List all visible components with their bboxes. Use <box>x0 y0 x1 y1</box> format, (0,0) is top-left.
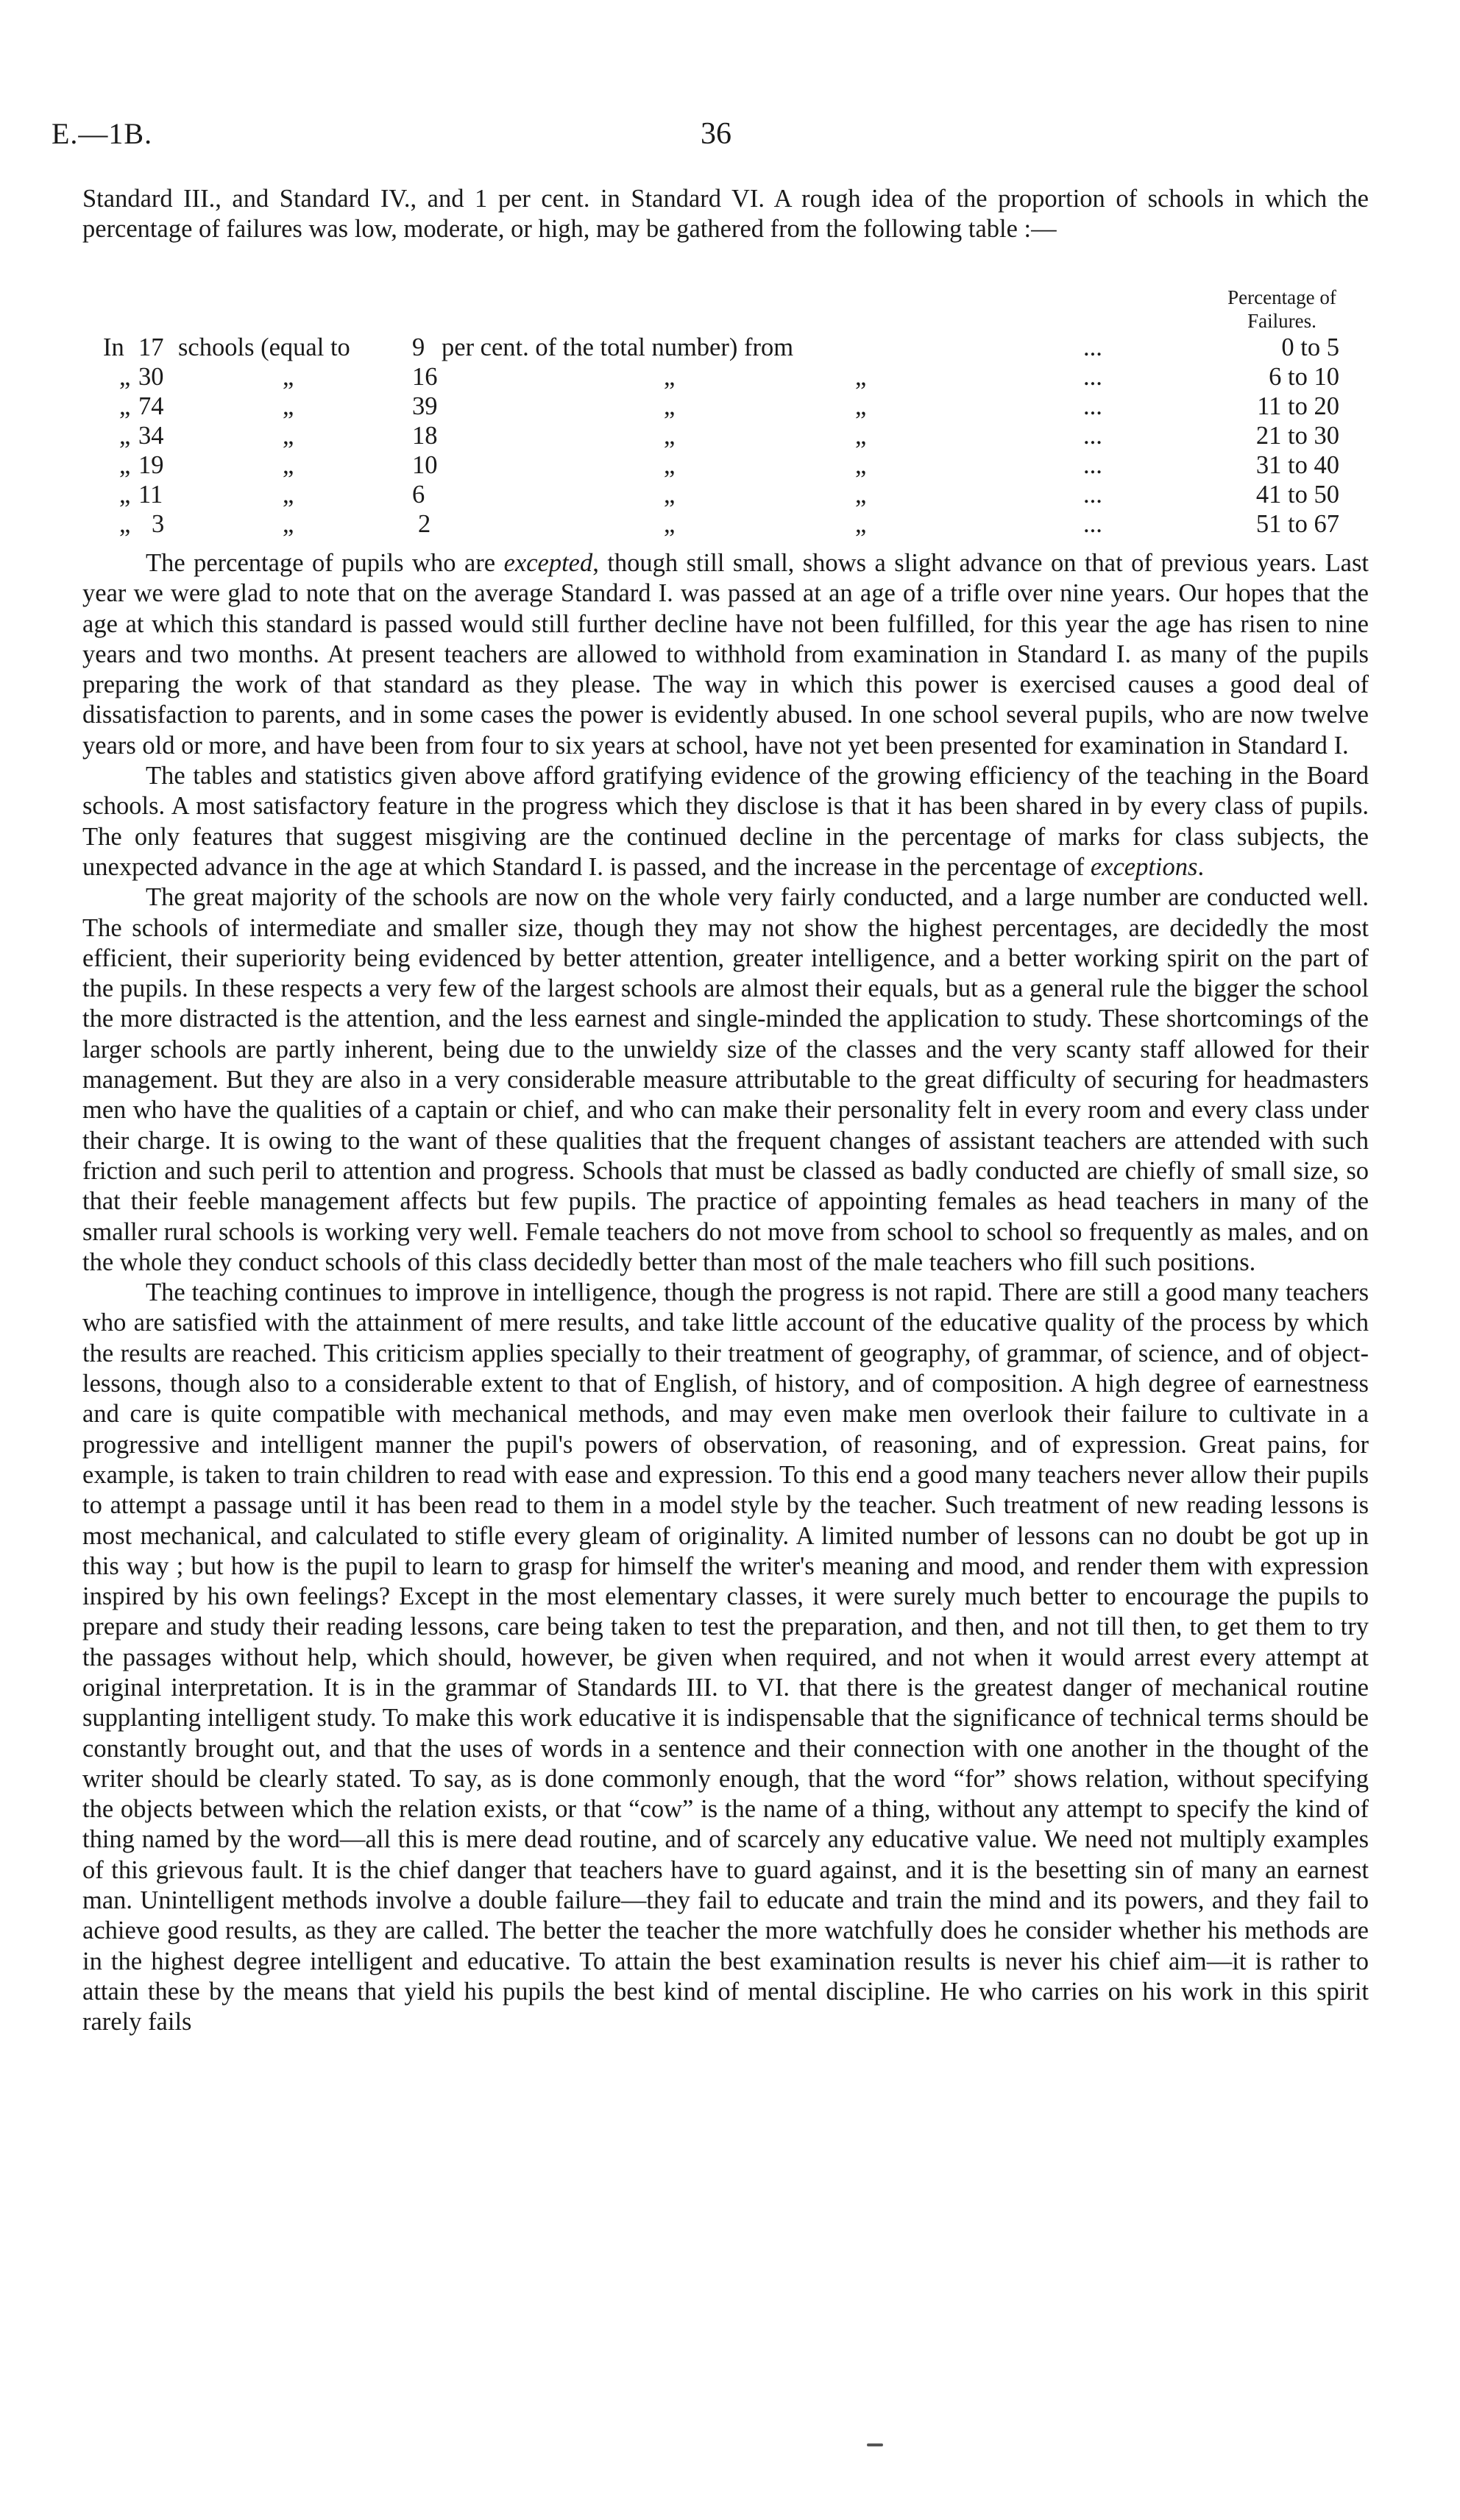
ditto-mark: „ <box>855 392 867 420</box>
table-row <box>82 362 1369 392</box>
paragraph-text: . <box>1197 852 1205 881</box>
column-header-percentage-of-failures: Percentage of Failures. <box>1227 286 1336 332</box>
leader-dots: ... <box>1083 510 1102 538</box>
schools-count: 30 <box>138 363 164 391</box>
footer-mark <box>867 2443 883 2446</box>
ditto-mark: „ <box>283 392 294 420</box>
ditto-mark: „ <box>119 363 131 391</box>
paragraph-teaching: The teaching continues to improve in intelligence, though the progress is not rapid. There are still a good many teachers who are satisfied with the attainment of mere results, and take little account of the educative quality of the process by which the results are reached. This criticism applies specially to their treatment of geography, of grammar, of science, and of object-lessons, though also to a considerable extent to that of English, of history, and of composition. A high degree of earnestness and care is quite compatible with mechanical methods, and may even make men overlook their failure to cultivate in a progressive and intelligent manner the pupil's powers of observation, of reasoning, and of expression. Great pains, for example, is taken to train children to read with ease and expression. To this end a good many teachers never allow their pupils to attempt a passage until it has been read to them in a model style by the teacher. Such treatment of new reading lessons is most mechanical, and calculated to stifle every gleam of originality. A limited number of lessons can no doubt be got up in this way ; but how is the pupil to learn to grasp for himself the writer's meaning and mood, and render them with expression inspired by his own feelings? Except in the most elementary classes, it were surely much better to encourage the pupils to prepare and study their reading lessons, care being taken to test the preparation, and then, and not till then, to get them to try the passages without help, which should, however, be given when required, and not when it would arrest every attempt at original interpretation. It is in the grammar of Standards III. to VI. that there is the greatest danger of mechanical routine supplanting intelligent study. To make this work educative it is indispensable that the significance of technical terms should be constantly brought out, and that the uses of words in a sentence and their connection with one another in the thought of the writer should be clearly stated. To say, as is done commonly enough, that the word “for” shows relation, without specifying the objects between which the relation exists, or that “cow” is the name of a thing, without any attempt to specify the kind of thing named by the word—all this is mere dead routine, and of scarcely any educative value. We need not multiply examples of this grievous fault. It is the chief danger that teachers have to guard against, and it is the besetting sin of many an earnest man. Unintelligent methods involve a double failure—they fail to educate and train the mind and its powers, and they fail to achieve good results, as they are called. The better the teacher the more watchfully does he consider whether his methods are in the highest degree intelligent and educative. To attain the best examination results is never his chief aim—it is rather to attain these by the means that yield his pupils the best kind of mental discipline. He who carries on his work in this spirit rarely fails <box>82 1278 1369 2036</box>
percent-of-total: 6 <box>412 481 425 509</box>
ditto-mark: „ <box>119 510 131 538</box>
ditto-mark: „ <box>855 422 867 450</box>
table-row <box>82 480 1369 509</box>
ditto-mark: „ <box>119 481 131 509</box>
ditto-mark: „ <box>283 451 294 479</box>
table-row <box>82 509 1369 539</box>
report-body <box>82 548 1369 2038</box>
schools-count: 11 <box>138 481 163 509</box>
leader-dots: ... <box>1083 363 1102 391</box>
ditto-mark: „ <box>664 363 676 391</box>
ditto-mark: „ <box>283 481 294 509</box>
percent-of-total: 18 <box>412 422 438 450</box>
ditto-mark: „ <box>119 451 131 479</box>
leader-dots: ... <box>1083 451 1102 479</box>
document-reference: E.—1B. <box>52 117 153 150</box>
ditto-mark: „ <box>855 451 867 479</box>
table-row <box>82 392 1369 421</box>
failure-range: 41 to 50 <box>1255 481 1339 509</box>
ditto-mark: „ <box>283 363 294 391</box>
failure-range: 31 to 40 <box>1255 451 1339 479</box>
ditto-mark: „ <box>855 510 867 538</box>
table-row <box>82 333 1369 362</box>
failure-percentage-table <box>82 286 1369 547</box>
percent-of-total: 9 <box>412 333 425 361</box>
failure-range: 0 to 5 <box>1281 333 1339 361</box>
leader-dots: ... <box>1083 422 1102 450</box>
ditto-mark: „ <box>664 422 676 450</box>
ditto-mark: „ <box>283 422 294 450</box>
paragraph-exceptions <box>82 548 1369 761</box>
table-row <box>82 421 1369 450</box>
schools-count: 19 <box>138 451 164 479</box>
row-suffix: per cent. of the total number) from <box>442 333 794 361</box>
emphasis-exceptions: exceptions <box>1090 852 1198 881</box>
ditto-mark: „ <box>664 451 676 479</box>
emphasis-excepted: excepted <box>503 549 593 577</box>
failure-range: 21 to 30 <box>1255 422 1339 450</box>
leader-dots: ... <box>1083 333 1102 361</box>
schools-count: 74 <box>138 392 164 420</box>
schools-count: 17 <box>138 333 164 361</box>
page-header <box>52 116 1408 160</box>
ditto-mark: „ <box>855 363 867 391</box>
ditto-mark: „ <box>664 392 676 420</box>
ditto-mark: „ <box>855 481 867 509</box>
percent-of-total: 2 <box>418 510 431 538</box>
ditto-mark: „ <box>119 392 131 420</box>
leader-dots: ... <box>1083 481 1102 509</box>
percent-of-total: 10 <box>412 451 438 479</box>
row-prefix: In <box>103 333 124 361</box>
percent-of-total: 16 <box>412 363 438 391</box>
schools-count: 34 <box>138 422 164 450</box>
table-row <box>82 450 1369 480</box>
lead-paragraph: Standard III., and Standard IV., and 1 per cent. in Standard VI. A rough idea of the proportion of schools in which the percentage of failures was low, moderate, or high, may be gathered from the following table :— <box>82 185 1369 243</box>
failure-range: 6 to 10 <box>1269 363 1339 391</box>
paragraph-school-conduct: The great majority of the schools are now on the whole very fairly conducted, and a large number are conducted well. The schools of intermediate and smaller size, though they may not show the highest percentages, are decidedly the most efficient, their superiority being evidenced by better attention, greater intelligence, and a better working spirit on the part of the pupils. In these respects a very few of the largest schools are almost their equals, but as a general rule the bigger the school the more distracted is the attention, and the less earnest and single-minded the application to study. These shortcomings of the larger schools are partly inherent, being due to the unwieldy size of the classes and the very scanty staff allowed for their management. But they are also in a very considerable measure attributable to the great difficulty of securing for headmasters men who have the qualities of a captain or chief, and who can make their personality felt in every room and every class under their charge. It is owing to the want of these qualities that the frequent changes of assistant teachers are attended with such friction and such peril to attention and progress. Schools that must be classed as badly conducted are chiefly of small size, so that their feeble management affects but few pupils. The practice of appointing females as head teachers in many of the smaller rural schools is working very well. Female teachers do not move from school to school so frequently as males, and on the whole they conduct schools of this class decidedly better than most of the male teachers who fill such positions. <box>82 883 1369 1276</box>
paragraph-text: , though still small, shows a slight advance on that of previous years. Last year we were glad to note that on the average Standard I. was passed at an age of a trifle over nine years. Our hopes that the age at which this standard is passed would still further decline have not been fulfilled, for this year the age has risen to nine years and two months. At present teachers are allowed to withhold from examination in Standard I. as many of the pupils preparing the work of that standard as they please. The way in which this power is exercised causes a good deal of dissatisfaction to parents, and in some cases the power is evidently abused. In one school several pupils, who are now twelve years old or more, and have been from four to six years at school, have not yet been presented for examination in Standard I. <box>82 549 1369 760</box>
percent-of-total: 39 <box>412 392 438 420</box>
paragraph-efficiency <box>82 761 1369 882</box>
paragraph-text: The percentage of pupils who are <box>146 549 504 577</box>
ditto-mark: „ <box>664 510 676 538</box>
ditto-mark: „ <box>664 481 676 509</box>
failure-range: 51 to 67 <box>1255 510 1339 538</box>
schools-count: 3 <box>152 510 165 538</box>
ditto-mark: „ <box>283 510 294 538</box>
leader-dots: ... <box>1083 392 1102 420</box>
failure-range: 11 to 20 <box>1257 392 1339 420</box>
row-middle-text: schools (equal to <box>178 333 350 361</box>
page-number: 36 <box>701 117 731 151</box>
paragraph-text: The tables and statistics given above afford gratifying evidence of the growing efficiency of the teaching in the Board schools. A most satisfactory feature in the progress which they disclose is that it has been shared in by every class of pupils. The only features that suggest misgiving are the continued decline in the percentage of marks for class subjects, the unexpected advance in the age at which Standard I. is passed, and the increase in the percentage of <box>82 762 1369 881</box>
ditto-mark: „ <box>119 422 131 450</box>
